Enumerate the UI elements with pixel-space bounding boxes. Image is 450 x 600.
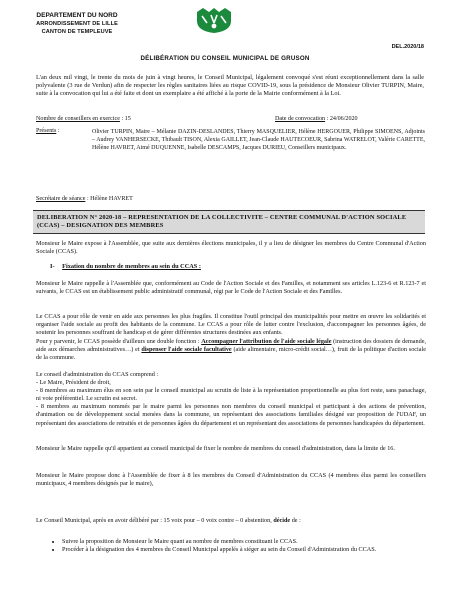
session-secretary — [36, 196, 133, 202]
list-item: • Suivre la proposition de Monsieur le Maire quant au nombre de membres constituant le CCAS. — [62, 538, 420, 546]
board-composition-appointed: - 8 membres au maximum nommés par le maire parmi les personnes non membres du conseil municipal et participant à des actions de prévention, d'animation ou de développement social menées dans la commune, un représentant des associations familiales désigné sur proposition de l'UDAF, un représentant des associations de retraités et de personnes âgées du département et un représentant des associations de personnes handicapées du département. — [36, 403, 426, 427]
deliberation-title: DELIBERATION N° 2020-18 – REPRESENTATION DE LA COLLECTIVITE – CENTRE COMMUNAL D'ACTION SOCIALE (CCAS) – DESIGNATION DES MEMBRES — [37, 214, 407, 230]
vote-statement: Le Conseil Municipal, après en avoir délibéré par : 15 voix pour – 0 voix contre – 0 abstention, décide de : — [36, 517, 301, 524]
decision-word: décide — [273, 517, 291, 524]
paragraph-limit: Monsieur le Maire rappelle qu'il appartient au conseil municipal de fixer le nombre de membres du conseil d'administration, dans la limite de 16. — [36, 445, 395, 452]
paragraph-legal-basis: Monsieur le Maire rappelle à l'Assemblée que, conformément au Code de l'Action Sociale et des Familles, et notamment ses articles L.123-6 et R.123-7 et suivants, le CCAS est un établissement public administratif communal, régi par le Code de l'Action Sociale et des Familles. — [36, 280, 426, 296]
header-canton: CANTON DE TEMPLEUVE — [41, 29, 113, 35]
administrative-header — [22, 12, 132, 36]
document-title: DÉLIBÉRATION DU CONSEIL MUNICIPAL DE GRUSON — [140, 55, 310, 62]
board-composition-mayor: - Le Maire, Président de droit, — [36, 379, 111, 387]
present-members-list: Olivier TURPIN, Maire – Mélanie DAZIN-DESLANDES, Thierry MASQUELIER, Hélène HERGOUER, Philippe SIMOENS, Adjoints – Audrey VANHERSECKE, Thibault TISON, Alexia GAILLET, Jean-Claude HAUTECOEUR, Sabrina WATRELOT, Valérie CARETTE, Hélène HAVRET, Aimé DUQUENNE, Isabelle DESCAMPS, Jacques DURIEU, Conseillers municipaux. — [92, 129, 425, 152]
decision-list — [50, 538, 420, 554]
section-number: I- — [50, 263, 55, 270]
header-arrondissement: ARRONDISSEMENT DE LILLE — [36, 21, 118, 27]
deliberation-reference: DEL.2020/18 — [391, 44, 424, 50]
present-label: Présents : — [36, 128, 60, 134]
convocation-date — [275, 115, 358, 123]
members-count-label: Nombre de conseillers en exercice — [36, 116, 120, 122]
list-item: • Procéder à la désignation des 4 membres du Conseil Municipal appelés à siéger au sein du Conseil d'Administration du CCAS. — [62, 546, 420, 554]
paragraph-board-composition — [36, 371, 426, 428]
section-heading — [50, 263, 201, 270]
optional-aid-text: dispenser l'aide sociale facultative — [141, 346, 232, 354]
members-count-value: : 15 — [121, 116, 131, 122]
secretary-label: Secrétaire de séance — [36, 196, 86, 202]
header-department: DEPARTEMENT DU NORD — [36, 12, 118, 19]
secretary-value: : Hélène HAVRET — [86, 196, 133, 202]
convocation-date-value: : 24/06/2020 — [326, 116, 358, 122]
paragraph-exposition: Monsieur le Maire expose à l'Assemblée, que suite aux dernières élections municipales, il y a lieu de désigner les membres du Centre Communal d'Action Sociale (CCAS). — [36, 240, 426, 256]
members-count — [36, 115, 131, 123]
deliberation-title-box — [33, 210, 425, 234]
paragraph-ccas-role: Le CCAS a pour rôle de venir en aide aux personnes les plus fragiles. Il constitue l'outil principal des municipalités pour mettre en œuvre les solidarités et organiser l'aide sociale au profit des habitants de la commune. Le CCAS a pour rôle de lutter contre l'exclusion, d'accompagner les personnes âgées, de soutenir les personnes souffrant de handicap et de gérer différentes structures destinées aux enfants. — [36, 313, 426, 337]
section-title: Fixation du nombre de membres au sein du CCAS : — [62, 263, 201, 270]
coat-of-arms-icon — [193, 6, 235, 34]
board-composition-intro: Le conseil d'administration du CCAS comprend : — [36, 371, 159, 378]
paragraph-proposal: Monsieur le Maire propose donc à l'Assemblée de fixer à 8 les membres du Conseil d'Administration du CCAS (4 membres élus parmi les conseillers municipaux, 4 membres désignés par le maire), — [36, 472, 426, 488]
legal-aid-text: Accompagner l'attribution de l'aide sociale légale — [201, 338, 332, 345]
paragraph-ccas-functions: Pour y parvenir, le CCAS possède d'ailleurs une double fonction : Accompagner l'attribution de l'aide sociale légale (instruction des dossiers de demande, aide aux démarches administratives…) et dispenser l'aide sociale facultative (aide alimentaire, micro-crédit social…), fruit de la politique d'action sociale de la commune. — [36, 338, 426, 362]
intro-paragraph: L'an deux mil vingt, le trente du mois de juin à vingt heures, le Conseil Municipal, légalement convoqué s'est réuni exceptionnellement dans la salle polyvalente (3 rue de Verdun) afin de respecter les règles sanitaires liées au risque COVID-19, sous la présidence de Monsieur Olivier TURPIN, Maire, suite à la convocation qui lui a été faite et dont un exemplaire a été affiché à la porte de la Mairie conformément à la Loi. — [36, 74, 424, 98]
convocation-date-label: Date de convocation — [275, 116, 326, 122]
board-composition-elected: - 8 membres au maximum élus en son sein par le conseil municipal au scrutin de liste à la représentation proportionnelle au plus fort reste, sans panachage, ni vote préférentiel. Le scrutin est secret. — [36, 387, 426, 403]
